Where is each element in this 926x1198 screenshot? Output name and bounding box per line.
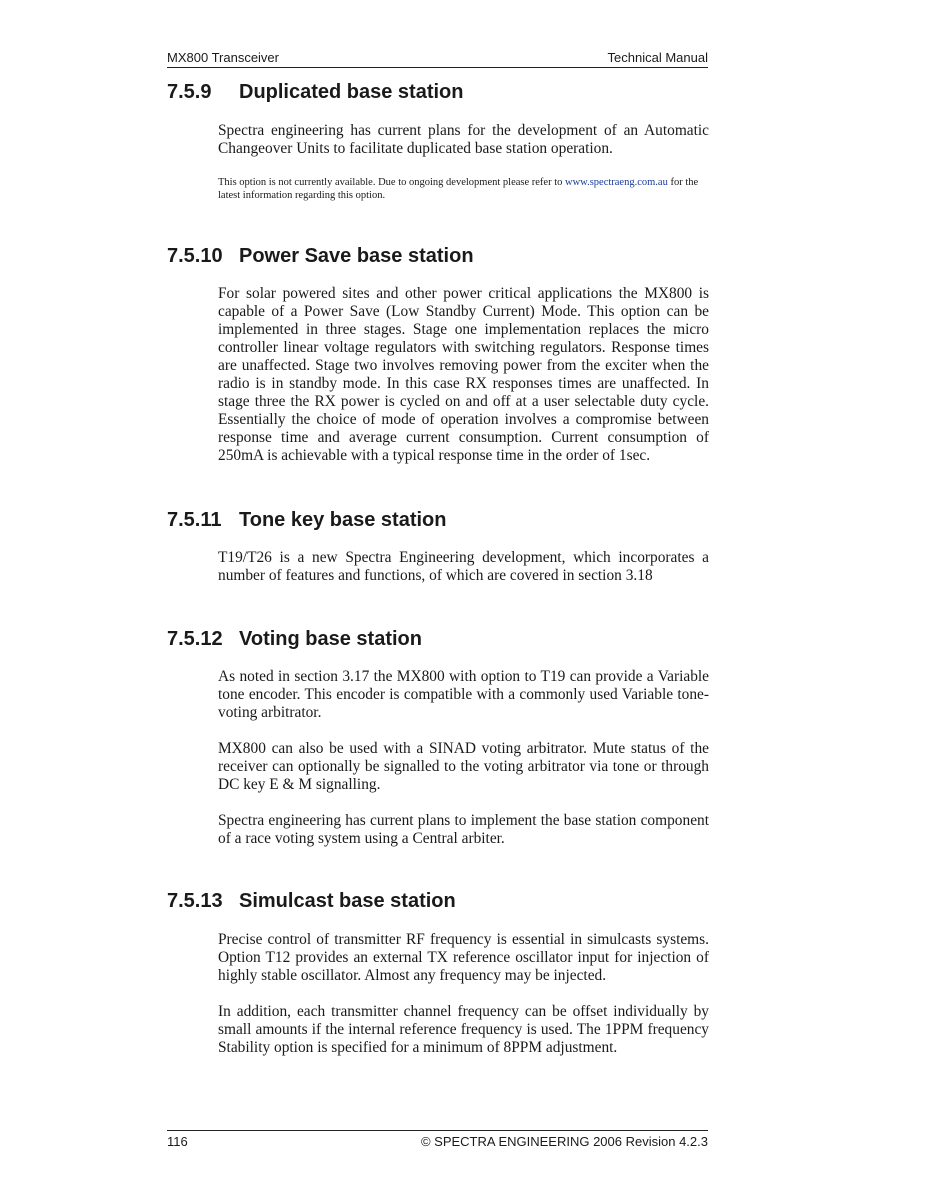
section-title: Power Save base station [239,245,474,267]
footer-rule [167,1130,708,1131]
section-number: 7.5.13 [167,890,223,912]
section-heading-7-5-9 [167,81,464,104]
section-heading-7-5-12 [167,628,422,651]
section-number: 7.5.12 [167,628,223,650]
section-heading-7-5-13 [167,890,456,913]
paragraph: MX800 can also be used with a SINAD voting arbitrator. Mute status of the receiver can optionally be signalled to the voting arbitrator via tone or through DC key E & M signalling. [218,740,709,793]
paragraph: Spectra engineering has current plans for the development of an Automatic Changeover Units to facilitate duplicated base station operation. [218,122,709,157]
section-number: 7.5.11 [167,509,222,531]
paragraph: For solar powered sites and other power critical applications the MX800 is capable of a Power Save (Low Standby Current) Mode. This option can be implemented in three stages. Stage one implementation replaces the micro controller linear voltage regulators with switching regulators. Response times are unaffected. Stage two involves removing power from the exciter when the radio is in standby mode. In this case RX responses times are unaffected. In stage three the RX power is cycled on and off at a user selectable duty cycle. Essentially the choice of mode of operation involves a compromise between response time and average current consumption. Current consumption of 250mA is achievable with a typical response time in the order of 1sec. [218,285,709,464]
paragraph: As noted in section 3.17 the MX800 with option to T19 can provide a Variable tone encoder. This encoder is compatible with a commonly used Variable tone-voting arbitrator. [218,668,709,721]
website-link[interactable]: www.spectraeng.com.au [565,177,668,188]
section-title: Simulcast base station [239,890,456,912]
paragraph: In addition, each transmitter channel frequency can be offset individually by small amounts if the internal reference frequency is used. The 1PPM frequency Stability option is specified for a minimum of 8PPM adjustment. [218,1003,709,1056]
note-text-tail: for the latest information regarding this option. [218,177,699,201]
section-title: Voting base station [239,628,422,650]
header-rule [167,67,708,68]
page-number: 116 [167,1134,188,1149]
availability-note [218,176,710,202]
copyright-revision: © SPECTRA ENGINEERING 2006 Revision 4.2.3 [420,1134,708,1149]
paragraph: T19/T26 is a new Spectra Engineering development, which incorporates a number of features and functions, of which are covered in section 3.18 [218,549,709,584]
section-heading-7-5-10 [167,245,474,268]
paragraph: Precise control of transmitter RF frequency is essential in simulcasts systems. Option T12 provides an external TX reference oscillator input for injection of highly stable oscillator. Almost any frequency may be injected. [218,931,709,984]
running-header-doc-type: Technical Manual [607,50,708,65]
paragraph: Spectra engineering has current plans to implement the base station component of a race voting system using a Central arbiter. [218,812,709,847]
section-title: Tone key base station [239,509,447,531]
section-heading-7-5-11 [167,509,446,532]
section-number: 7.5.10 [167,245,223,267]
note-text: This option is not currently available. Due to ongoing development please refer to [218,177,565,188]
section-title: Duplicated base station [239,81,464,103]
running-header-title: MX800 Transceiver [167,50,279,65]
section-number: 7.5.9 [167,81,212,103]
